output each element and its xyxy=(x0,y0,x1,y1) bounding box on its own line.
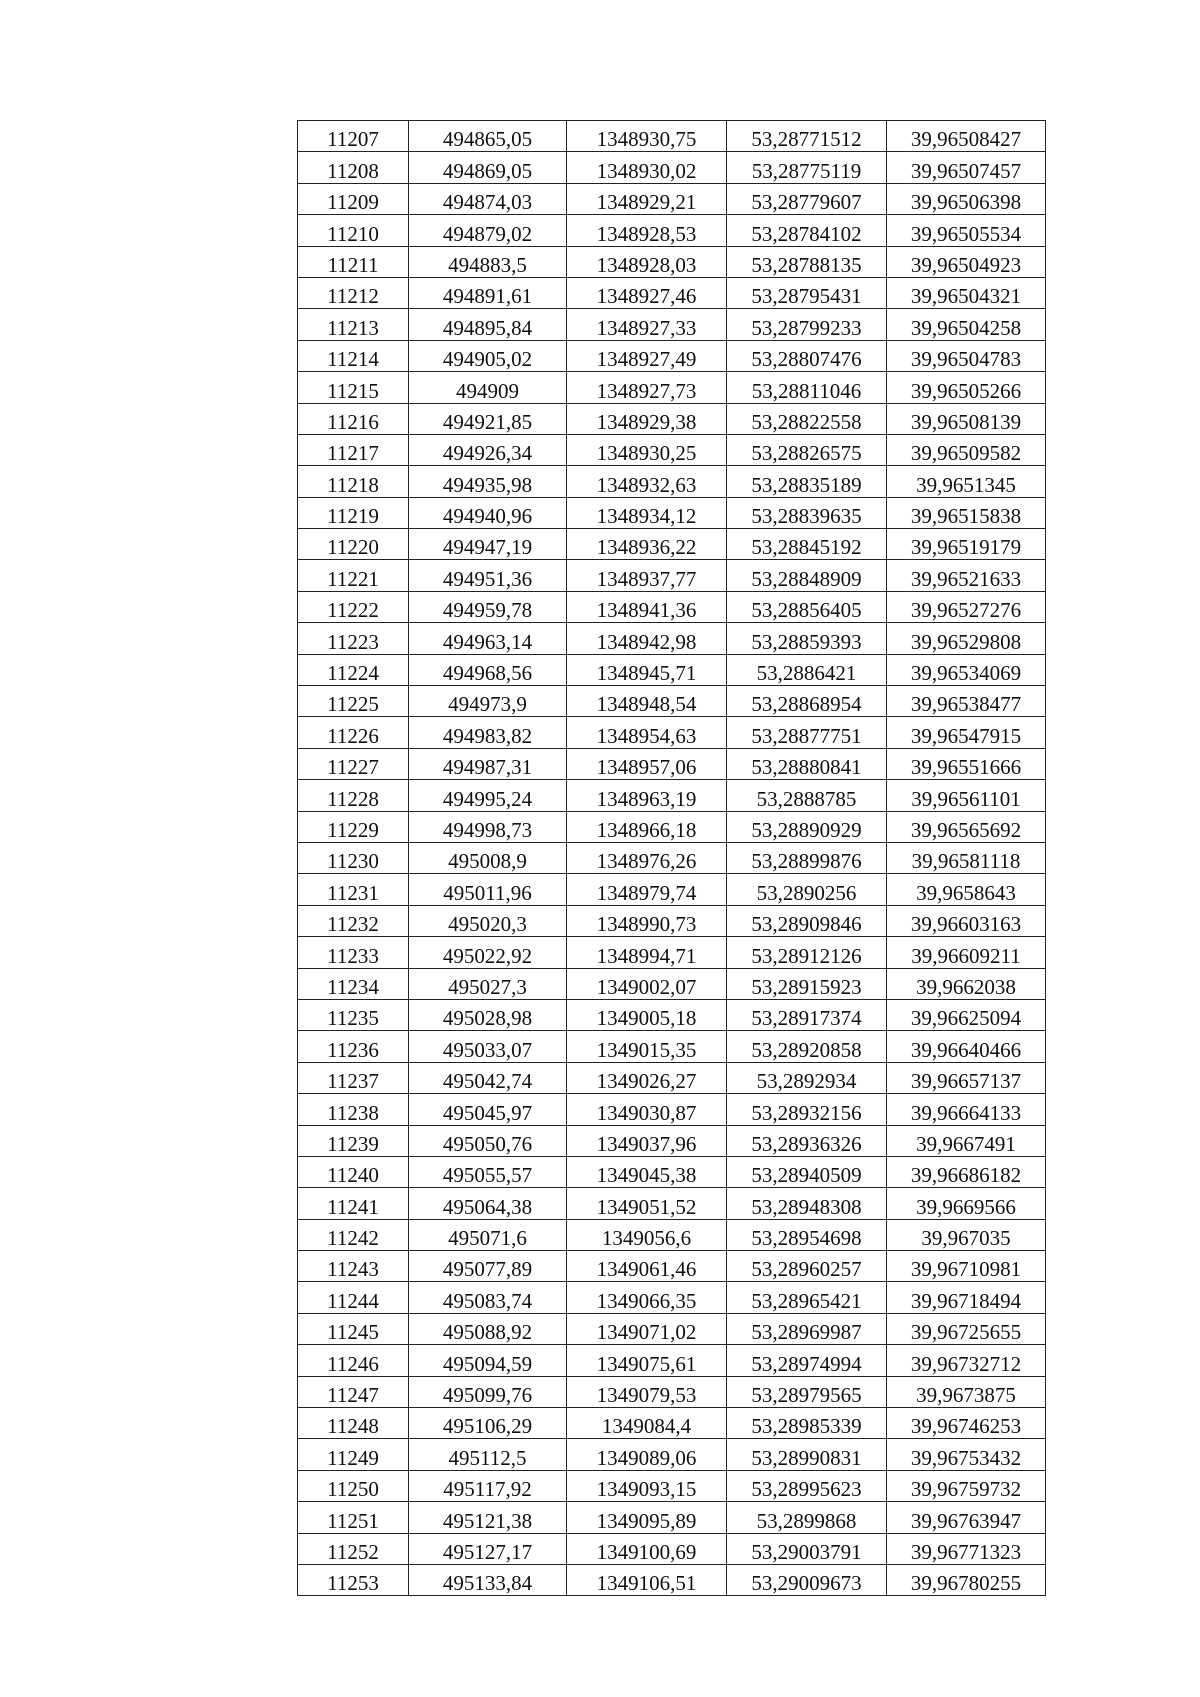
longitude-cell: 39,967035 xyxy=(887,1219,1046,1250)
x-coordinate-cell: 494879,02 xyxy=(409,215,567,246)
y-coordinate-cell: 1349084,4 xyxy=(567,1408,727,1439)
table-row xyxy=(298,121,1046,152)
latitude-cell: 53,28779607 xyxy=(727,183,887,214)
coordinates-table-body xyxy=(298,121,1046,1596)
x-coordinate-cell: 494874,03 xyxy=(409,183,567,214)
table-row xyxy=(298,1219,1046,1250)
latitude-cell: 53,28912126 xyxy=(727,937,887,968)
point-number-cell: 11214 xyxy=(298,340,409,371)
x-coordinate-cell: 494951,36 xyxy=(409,560,567,591)
y-coordinate-cell: 1348994,71 xyxy=(567,937,727,968)
point-number-cell: 11207 xyxy=(298,121,409,152)
longitude-cell: 39,96753432 xyxy=(887,1439,1046,1470)
x-coordinate-cell: 495027,3 xyxy=(409,968,567,999)
y-coordinate-cell: 1348945,71 xyxy=(567,654,727,685)
latitude-cell: 53,28807476 xyxy=(727,340,887,371)
x-coordinate-cell: 494983,82 xyxy=(409,717,567,748)
y-coordinate-cell: 1348948,54 xyxy=(567,686,727,717)
longitude-cell: 39,96746253 xyxy=(887,1408,1046,1439)
y-coordinate-cell: 1349075,61 xyxy=(567,1345,727,1376)
point-number-cell: 11225 xyxy=(298,686,409,717)
table-row xyxy=(298,937,1046,968)
y-coordinate-cell: 1349051,52 xyxy=(567,1188,727,1219)
latitude-cell: 53,28771512 xyxy=(727,121,887,152)
latitude-cell: 53,28985339 xyxy=(727,1408,887,1439)
x-coordinate-cell: 495042,74 xyxy=(409,1062,567,1093)
point-number-cell: 11244 xyxy=(298,1282,409,1313)
table-row xyxy=(298,183,1046,214)
latitude-cell: 53,28965421 xyxy=(727,1282,887,1313)
longitude-cell: 39,96561101 xyxy=(887,780,1046,811)
latitude-cell: 53,28974994 xyxy=(727,1345,887,1376)
y-coordinate-cell: 1349030,87 xyxy=(567,1094,727,1125)
latitude-cell: 53,28856405 xyxy=(727,591,887,622)
table-row xyxy=(298,1439,1046,1470)
latitude-cell: 53,2886421 xyxy=(727,654,887,685)
point-number-cell: 11248 xyxy=(298,1408,409,1439)
x-coordinate-cell: 495088,92 xyxy=(409,1313,567,1344)
latitude-cell: 53,28845192 xyxy=(727,529,887,560)
x-coordinate-cell: 494995,24 xyxy=(409,780,567,811)
x-coordinate-cell: 494895,84 xyxy=(409,309,567,340)
x-coordinate-cell: 494869,05 xyxy=(409,152,567,183)
table-row xyxy=(298,340,1046,371)
y-coordinate-cell: 1348954,63 xyxy=(567,717,727,748)
point-number-cell: 11235 xyxy=(298,999,409,1030)
longitude-cell: 39,9658643 xyxy=(887,874,1046,905)
latitude-cell: 53,28859393 xyxy=(727,623,887,654)
table-row xyxy=(298,277,1046,308)
table-row xyxy=(298,1470,1046,1501)
latitude-cell: 53,28890929 xyxy=(727,811,887,842)
latitude-cell: 53,28811046 xyxy=(727,372,887,403)
x-coordinate-cell: 495064,38 xyxy=(409,1188,567,1219)
point-number-cell: 11220 xyxy=(298,529,409,560)
y-coordinate-cell: 1348979,74 xyxy=(567,874,727,905)
longitude-cell: 39,96505534 xyxy=(887,215,1046,246)
point-number-cell: 11247 xyxy=(298,1376,409,1407)
point-number-cell: 11238 xyxy=(298,1094,409,1125)
x-coordinate-cell: 495133,84 xyxy=(409,1564,567,1595)
latitude-cell: 53,28932156 xyxy=(727,1094,887,1125)
latitude-cell: 53,2899868 xyxy=(727,1502,887,1533)
y-coordinate-cell: 1348929,38 xyxy=(567,403,727,434)
point-number-cell: 11209 xyxy=(298,183,409,214)
longitude-cell: 39,96625094 xyxy=(887,999,1046,1030)
y-coordinate-cell: 1348929,21 xyxy=(567,183,727,214)
latitude-cell: 53,28969987 xyxy=(727,1313,887,1344)
latitude-cell: 53,28915923 xyxy=(727,968,887,999)
longitude-cell: 39,96718494 xyxy=(887,1282,1046,1313)
table-row xyxy=(298,434,1046,465)
latitude-cell: 53,28880841 xyxy=(727,748,887,779)
table-row xyxy=(298,1533,1046,1564)
table-row xyxy=(298,905,1046,936)
y-coordinate-cell: 1349089,06 xyxy=(567,1439,727,1470)
y-coordinate-cell: 1349100,69 xyxy=(567,1533,727,1564)
point-number-cell: 11246 xyxy=(298,1345,409,1376)
table-row xyxy=(298,309,1046,340)
latitude-cell: 53,29009673 xyxy=(727,1564,887,1595)
longitude-cell: 39,9662038 xyxy=(887,968,1046,999)
y-coordinate-cell: 1348928,53 xyxy=(567,215,727,246)
x-coordinate-cell: 494865,05 xyxy=(409,121,567,152)
x-coordinate-cell: 494926,34 xyxy=(409,434,567,465)
point-number-cell: 11208 xyxy=(298,152,409,183)
longitude-cell: 39,96725655 xyxy=(887,1313,1046,1344)
x-coordinate-cell: 495008,9 xyxy=(409,842,567,873)
table-row xyxy=(298,1031,1046,1062)
x-coordinate-cell: 495055,57 xyxy=(409,1156,567,1187)
y-coordinate-cell: 1349002,07 xyxy=(567,968,727,999)
latitude-cell: 53,29003791 xyxy=(727,1533,887,1564)
table-row xyxy=(298,1094,1046,1125)
longitude-cell: 39,96504923 xyxy=(887,246,1046,277)
table-row xyxy=(298,780,1046,811)
latitude-cell: 53,28799233 xyxy=(727,309,887,340)
table-row xyxy=(298,1156,1046,1187)
point-number-cell: 11212 xyxy=(298,277,409,308)
longitude-cell: 39,96657137 xyxy=(887,1062,1046,1093)
longitude-cell: 39,96538477 xyxy=(887,686,1046,717)
x-coordinate-cell: 494973,9 xyxy=(409,686,567,717)
longitude-cell: 39,96780255 xyxy=(887,1564,1046,1595)
latitude-cell: 53,28979565 xyxy=(727,1376,887,1407)
y-coordinate-cell: 1349079,53 xyxy=(567,1376,727,1407)
table-row xyxy=(298,842,1046,873)
point-number-cell: 11211 xyxy=(298,246,409,277)
latitude-cell: 53,28822558 xyxy=(727,403,887,434)
x-coordinate-cell: 495112,5 xyxy=(409,1439,567,1470)
y-coordinate-cell: 1348930,75 xyxy=(567,121,727,152)
point-number-cell: 11228 xyxy=(298,780,409,811)
latitude-cell: 53,28877751 xyxy=(727,717,887,748)
point-number-cell: 11243 xyxy=(298,1251,409,1282)
x-coordinate-cell: 494905,02 xyxy=(409,340,567,371)
table-row xyxy=(298,1062,1046,1093)
longitude-cell: 39,96609211 xyxy=(887,937,1046,968)
longitude-cell: 39,96565692 xyxy=(887,811,1046,842)
table-row xyxy=(298,686,1046,717)
point-number-cell: 11222 xyxy=(298,591,409,622)
x-coordinate-cell: 494935,98 xyxy=(409,466,567,497)
x-coordinate-cell: 495033,07 xyxy=(409,1031,567,1062)
x-coordinate-cell: 494998,73 xyxy=(409,811,567,842)
table-row xyxy=(298,246,1046,277)
longitude-cell: 39,9651345 xyxy=(887,466,1046,497)
y-coordinate-cell: 1348937,77 xyxy=(567,560,727,591)
longitude-cell: 39,9669566 xyxy=(887,1188,1046,1219)
x-coordinate-cell: 495099,76 xyxy=(409,1376,567,1407)
point-number-cell: 11250 xyxy=(298,1470,409,1501)
x-coordinate-cell: 495121,38 xyxy=(409,1502,567,1533)
x-coordinate-cell: 495077,89 xyxy=(409,1251,567,1282)
table-row xyxy=(298,874,1046,905)
longitude-cell: 39,96664133 xyxy=(887,1094,1046,1125)
latitude-cell: 53,28795431 xyxy=(727,277,887,308)
y-coordinate-cell: 1349061,46 xyxy=(567,1251,727,1282)
longitude-cell: 39,9667491 xyxy=(887,1125,1046,1156)
longitude-cell: 39,96581118 xyxy=(887,842,1046,873)
table-row xyxy=(298,1313,1046,1344)
point-number-cell: 11236 xyxy=(298,1031,409,1062)
point-number-cell: 11245 xyxy=(298,1313,409,1344)
y-coordinate-cell: 1349026,27 xyxy=(567,1062,727,1093)
x-coordinate-cell: 495022,92 xyxy=(409,937,567,968)
x-coordinate-cell: 495094,59 xyxy=(409,1345,567,1376)
latitude-cell: 53,28936326 xyxy=(727,1125,887,1156)
x-coordinate-cell: 495028,98 xyxy=(409,999,567,1030)
longitude-cell: 39,96504321 xyxy=(887,277,1046,308)
point-number-cell: 11219 xyxy=(298,497,409,528)
x-coordinate-cell: 495071,6 xyxy=(409,1219,567,1250)
table-row xyxy=(298,403,1046,434)
y-coordinate-cell: 1348927,73 xyxy=(567,372,727,403)
longitude-cell: 39,96504783 xyxy=(887,340,1046,371)
latitude-cell: 53,2890256 xyxy=(727,874,887,905)
longitude-cell: 39,96521633 xyxy=(887,560,1046,591)
latitude-cell: 53,28868954 xyxy=(727,686,887,717)
longitude-cell: 39,96504258 xyxy=(887,309,1046,340)
x-coordinate-cell: 494959,78 xyxy=(409,591,567,622)
table-row xyxy=(298,748,1046,779)
longitude-cell: 39,96506398 xyxy=(887,183,1046,214)
y-coordinate-cell: 1349095,89 xyxy=(567,1502,727,1533)
table-row xyxy=(298,215,1046,246)
x-coordinate-cell: 494968,56 xyxy=(409,654,567,685)
latitude-cell: 53,28954698 xyxy=(727,1219,887,1250)
table-row xyxy=(298,811,1046,842)
x-coordinate-cell: 495050,76 xyxy=(409,1125,567,1156)
longitude-cell: 39,96732712 xyxy=(887,1345,1046,1376)
latitude-cell: 53,28826575 xyxy=(727,434,887,465)
point-number-cell: 11237 xyxy=(298,1062,409,1093)
longitude-cell: 39,96508427 xyxy=(887,121,1046,152)
table-row xyxy=(298,1376,1046,1407)
longitude-cell: 39,96551666 xyxy=(887,748,1046,779)
longitude-cell: 39,96508139 xyxy=(887,403,1046,434)
y-coordinate-cell: 1349066,35 xyxy=(567,1282,727,1313)
x-coordinate-cell: 494940,96 xyxy=(409,497,567,528)
y-coordinate-cell: 1348932,63 xyxy=(567,466,727,497)
y-coordinate-cell: 1349045,38 xyxy=(567,1156,727,1187)
latitude-cell: 53,28848909 xyxy=(727,560,887,591)
y-coordinate-cell: 1348927,49 xyxy=(567,340,727,371)
x-coordinate-cell: 494883,5 xyxy=(409,246,567,277)
point-number-cell: 11213 xyxy=(298,309,409,340)
x-coordinate-cell: 495011,96 xyxy=(409,874,567,905)
y-coordinate-cell: 1349037,96 xyxy=(567,1125,727,1156)
point-number-cell: 11230 xyxy=(298,842,409,873)
y-coordinate-cell: 1349015,35 xyxy=(567,1031,727,1062)
y-coordinate-cell: 1348976,26 xyxy=(567,842,727,873)
x-coordinate-cell: 495020,3 xyxy=(409,905,567,936)
table-row xyxy=(298,529,1046,560)
longitude-cell: 39,96527276 xyxy=(887,591,1046,622)
y-coordinate-cell: 1348930,02 xyxy=(567,152,727,183)
table-row xyxy=(298,372,1046,403)
table-row xyxy=(298,1408,1046,1439)
table-row xyxy=(298,1251,1046,1282)
table-row xyxy=(298,497,1046,528)
y-coordinate-cell: 1348942,98 xyxy=(567,623,727,654)
point-number-cell: 11241 xyxy=(298,1188,409,1219)
x-coordinate-cell: 494921,85 xyxy=(409,403,567,434)
longitude-cell: 39,9673875 xyxy=(887,1376,1046,1407)
table-row xyxy=(298,1188,1046,1219)
longitude-cell: 39,96686182 xyxy=(887,1156,1046,1187)
table-row xyxy=(298,466,1046,497)
point-number-cell: 11224 xyxy=(298,654,409,685)
point-number-cell: 11240 xyxy=(298,1156,409,1187)
point-number-cell: 11251 xyxy=(298,1502,409,1533)
table-row xyxy=(298,1564,1046,1595)
latitude-cell: 53,28788135 xyxy=(727,246,887,277)
point-number-cell: 11227 xyxy=(298,748,409,779)
table-row xyxy=(298,623,1046,654)
longitude-cell: 39,96534069 xyxy=(887,654,1046,685)
table-row xyxy=(298,654,1046,685)
table-row xyxy=(298,717,1046,748)
longitude-cell: 39,96640466 xyxy=(887,1031,1046,1062)
x-coordinate-cell: 494947,19 xyxy=(409,529,567,560)
point-number-cell: 11252 xyxy=(298,1533,409,1564)
longitude-cell: 39,96505266 xyxy=(887,372,1046,403)
x-coordinate-cell: 494987,31 xyxy=(409,748,567,779)
latitude-cell: 53,28948308 xyxy=(727,1188,887,1219)
latitude-cell: 53,28784102 xyxy=(727,215,887,246)
y-coordinate-cell: 1348930,25 xyxy=(567,434,727,465)
y-coordinate-cell: 1348966,18 xyxy=(567,811,727,842)
longitude-cell: 39,96771323 xyxy=(887,1533,1046,1564)
latitude-cell: 53,28990831 xyxy=(727,1439,887,1470)
y-coordinate-cell: 1349093,15 xyxy=(567,1470,727,1501)
latitude-cell: 53,28775119 xyxy=(727,152,887,183)
x-coordinate-cell: 495083,74 xyxy=(409,1282,567,1313)
point-number-cell: 11242 xyxy=(298,1219,409,1250)
point-number-cell: 11229 xyxy=(298,811,409,842)
x-coordinate-cell: 494963,14 xyxy=(409,623,567,654)
y-coordinate-cell: 1348934,12 xyxy=(567,497,727,528)
point-number-cell: 11223 xyxy=(298,623,409,654)
latitude-cell: 53,28917374 xyxy=(727,999,887,1030)
table-row xyxy=(298,1345,1046,1376)
coordinates-table xyxy=(297,120,1046,1596)
longitude-cell: 39,96509582 xyxy=(887,434,1046,465)
y-coordinate-cell: 1349106,51 xyxy=(567,1564,727,1595)
table-row xyxy=(298,560,1046,591)
point-number-cell: 11217 xyxy=(298,434,409,465)
point-number-cell: 11210 xyxy=(298,215,409,246)
x-coordinate-cell: 495045,97 xyxy=(409,1094,567,1125)
x-coordinate-cell: 495106,29 xyxy=(409,1408,567,1439)
longitude-cell: 39,96547915 xyxy=(887,717,1046,748)
y-coordinate-cell: 1349071,02 xyxy=(567,1313,727,1344)
table-row xyxy=(298,1125,1046,1156)
latitude-cell: 53,28940509 xyxy=(727,1156,887,1187)
longitude-cell: 39,96763947 xyxy=(887,1502,1046,1533)
latitude-cell: 53,28839635 xyxy=(727,497,887,528)
latitude-cell: 53,28909846 xyxy=(727,905,887,936)
point-number-cell: 11215 xyxy=(298,372,409,403)
latitude-cell: 53,28995623 xyxy=(727,1470,887,1501)
table-row xyxy=(298,999,1046,1030)
x-coordinate-cell: 494891,61 xyxy=(409,277,567,308)
point-number-cell: 11249 xyxy=(298,1439,409,1470)
table-row xyxy=(298,591,1046,622)
x-coordinate-cell: 495117,92 xyxy=(409,1470,567,1501)
y-coordinate-cell: 1348957,06 xyxy=(567,748,727,779)
point-number-cell: 11232 xyxy=(298,905,409,936)
latitude-cell: 53,28899876 xyxy=(727,842,887,873)
y-coordinate-cell: 1349056,6 xyxy=(567,1219,727,1250)
y-coordinate-cell: 1348963,19 xyxy=(567,780,727,811)
table-row xyxy=(298,1282,1046,1313)
y-coordinate-cell: 1348927,33 xyxy=(567,309,727,340)
latitude-cell: 53,28835189 xyxy=(727,466,887,497)
y-coordinate-cell: 1349005,18 xyxy=(567,999,727,1030)
point-number-cell: 11233 xyxy=(298,937,409,968)
longitude-cell: 39,96529808 xyxy=(887,623,1046,654)
point-number-cell: 11216 xyxy=(298,403,409,434)
y-coordinate-cell: 1348990,73 xyxy=(567,905,727,936)
point-number-cell: 11239 xyxy=(298,1125,409,1156)
y-coordinate-cell: 1348941,36 xyxy=(567,591,727,622)
table-row xyxy=(298,152,1046,183)
longitude-cell: 39,96710981 xyxy=(887,1251,1046,1282)
longitude-cell: 39,96507457 xyxy=(887,152,1046,183)
point-number-cell: 11226 xyxy=(298,717,409,748)
y-coordinate-cell: 1348927,46 xyxy=(567,277,727,308)
point-number-cell: 11234 xyxy=(298,968,409,999)
latitude-cell: 53,28920858 xyxy=(727,1031,887,1062)
point-number-cell: 11221 xyxy=(298,560,409,591)
y-coordinate-cell: 1348936,22 xyxy=(567,529,727,560)
table-row xyxy=(298,1502,1046,1533)
x-coordinate-cell: 495127,17 xyxy=(409,1533,567,1564)
point-number-cell: 11231 xyxy=(298,874,409,905)
point-number-cell: 11253 xyxy=(298,1564,409,1595)
latitude-cell: 53,2892934 xyxy=(727,1062,887,1093)
latitude-cell: 53,28960257 xyxy=(727,1251,887,1282)
longitude-cell: 39,96519179 xyxy=(887,529,1046,560)
longitude-cell: 39,96515838 xyxy=(887,497,1046,528)
longitude-cell: 39,96759732 xyxy=(887,1470,1046,1501)
x-coordinate-cell: 494909 xyxy=(409,372,567,403)
latitude-cell: 53,2888785 xyxy=(727,780,887,811)
point-number-cell: 11218 xyxy=(298,466,409,497)
y-coordinate-cell: 1348928,03 xyxy=(567,246,727,277)
table-row xyxy=(298,968,1046,999)
longitude-cell: 39,96603163 xyxy=(887,905,1046,936)
